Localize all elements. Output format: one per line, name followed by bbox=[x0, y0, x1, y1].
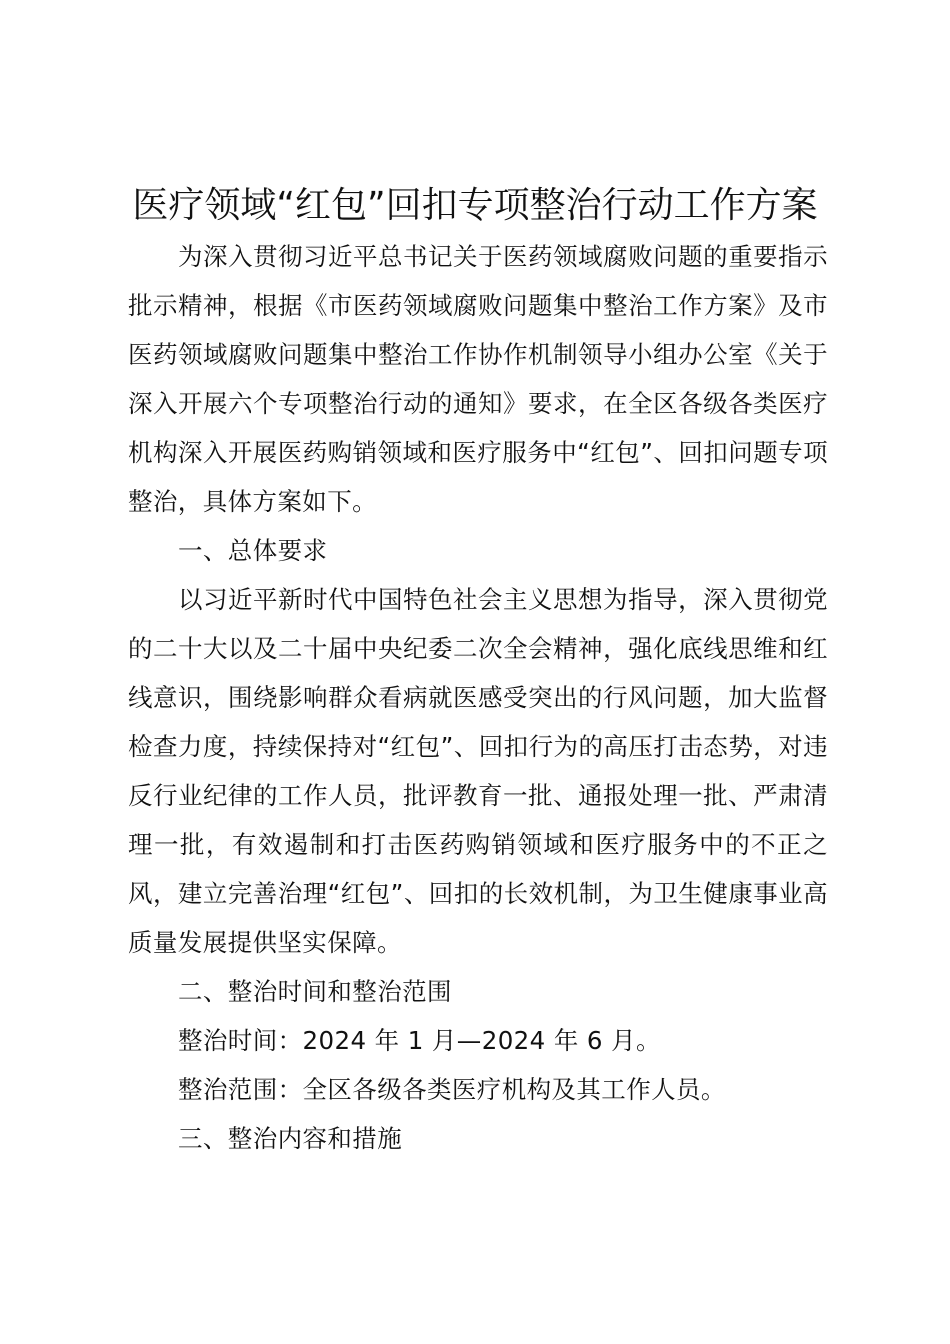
section-3-heading: 三、整治内容和措施 bbox=[178, 1124, 403, 1153]
document-title: 医疗领域“红包”回扣专项整治行动工作方案 bbox=[132, 185, 818, 226]
section-2-scope: 整治范围：全区各级各类医疗机构及其工作人员。 bbox=[178, 1075, 726, 1104]
document-body bbox=[128, 232, 828, 1163]
section-2-heading: 二、整治时间和整治范围 bbox=[178, 977, 452, 1006]
section-1-heading: 一、总体要求 bbox=[178, 536, 328, 565]
intro-paragraph: 为深入贯彻习近平总书记关于医药领域腐败问题的重要指示批示精神，根据《市医药领域腐败问题集中整治工作方案》及市医药领域腐败问题集中整治工作协作机制领导小组办公室《关于深入开展六个专项整治行动的通知》要求，在全区各级各类医疗机构深入开展医药购销领域和医疗服务中“红包”、回扣问题专项整治，具体方案如下。 bbox=[128, 242, 828, 516]
section-1-paragraph: 以习近平新时代中国特色社会主义思想为指导，深入贯彻党的二十大以及二十届中央纪委二次全会精神，强化底线思维和红线意识，围绕影响群众看病就医感受突出的行风问题，加大监督检查力度，持续保持对“红包”、回扣行为的高压打击态势，对违反行业纪律的工作人员，批评教育一批、通报处理一批、严肃清理一批，有效遏制和打击医药购销领域和医疗服务中的不正之风，建立完善治理“红包”、回扣的长效机制，为卫生健康事业高质量发展提供坚实保障。 bbox=[128, 585, 828, 957]
section-2-time: 整治时间：2024 年 1 月—2024 年 6 月。 bbox=[178, 1026, 661, 1055]
